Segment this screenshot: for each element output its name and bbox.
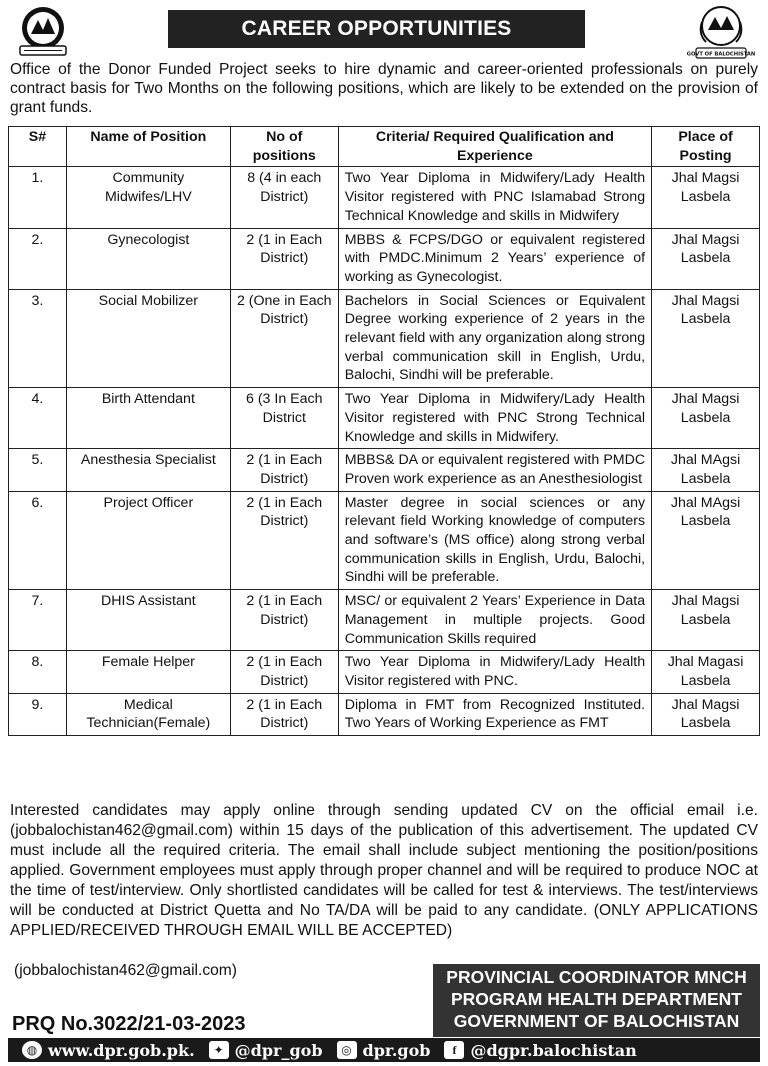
row-place: Jhal MAgsi Lasbela: [652, 491, 760, 590]
row-count: 2 (1 in Each District): [230, 693, 338, 735]
table-row: [9, 388, 760, 449]
govt-balochistan-seal-icon: [686, 4, 756, 60]
row-criteria: Two Year Diploma in Midwifery/Lady Health Visitor registered with PNC Strong Technical Knowledge and skills in Midwifery.: [338, 388, 651, 449]
facebook-handle: @dgpr.balochistan: [470, 1040, 637, 1060]
prq-number: PRQ No.3022/21-03-2023: [12, 1013, 246, 1035]
row-count: 2 (1 in Each District): [230, 590, 338, 651]
row-place: Jhal Magsi Lasbela: [652, 388, 760, 449]
row-position: Anesthesia Specialist: [66, 449, 230, 491]
row-place: Jhal Magsi Lasbela: [652, 590, 760, 651]
col-header-position: Name of Position: [66, 127, 230, 167]
instagram-icon: ◎: [337, 1041, 357, 1059]
facebook-icon: f: [444, 1041, 464, 1059]
row-position: Project Officer: [66, 491, 230, 590]
row-count: 2 (1 in Each District): [230, 449, 338, 491]
facebook-link[interactable]: [444, 1041, 636, 1060]
table-row: [9, 651, 760, 693]
row-position: Birth Attendant: [66, 388, 230, 449]
row-sno: 4.: [9, 388, 67, 449]
row-count: 6 (3 In Each District: [230, 388, 338, 449]
row-criteria: Master degree in social sciences or any relevant field Working knowledge of computers and software’s (MS office) along strong verbal communication skills in English, Urdu, Balochi, Sindhi will be preferable.: [338, 491, 651, 590]
row-count: 2 (1 in Each District): [230, 651, 338, 693]
col-header-place: Place of Posting: [652, 127, 760, 167]
row-sno: 2.: [9, 228, 67, 289]
row-place: Jhal Magsi Lasbela: [652, 228, 760, 289]
table-row: [9, 289, 760, 388]
row-place: Jhal MAgsi Lasbela: [652, 449, 760, 491]
row-count: 2 (One in Each District): [230, 289, 338, 388]
signatory-line: GOVERNMENT OF BALOCHISTAN: [453, 1011, 740, 1031]
social-footer: [8, 1038, 760, 1062]
row-position: Female Helper: [66, 651, 230, 693]
row-place: Jhal Magsi Lasbela: [652, 693, 760, 735]
row-sno: 5.: [9, 449, 67, 491]
intro-paragraph: Office of the Donor Funded Project seeks to hire dynamic and career-oriented professionals on purely contract basis for Two Months on the following positions, which are likely to be extended on the provision of grant funds.: [10, 61, 758, 116]
row-place: Jhal Magsi Lasbela: [652, 167, 760, 228]
row-position: Social Mobilizer: [66, 289, 230, 388]
col-header-criteria: Criteria/ Required Qualification and Experience: [338, 127, 651, 167]
website-text: www.dpr.gob.pk.: [48, 1040, 195, 1060]
positions-table: [8, 126, 760, 736]
table-row: [9, 693, 760, 735]
row-place: Jhal Magasi Lasbela: [652, 651, 760, 693]
row-criteria: Two Year Diploma in Midwifery/Lady Health Visitor registered with PNC.: [338, 651, 651, 693]
row-sno: 6.: [9, 491, 67, 590]
row-sno: 8.: [9, 651, 67, 693]
dpr-logo-icon: [14, 4, 72, 60]
website-link[interactable]: [22, 1041, 195, 1060]
row-criteria: MBBS& DA or equivalent registered with PMDC Proven work experience as an Anesthesiologist: [338, 449, 651, 491]
signatory-line: PROGRAM HEALTH DEPARTMENT: [450, 989, 742, 1009]
row-sno: 3.: [9, 289, 67, 388]
row-criteria: MSC/ or equivalent 2 Years’ Experience in Data Management in multiple projects. Good Communication Skills required: [338, 590, 651, 651]
row-position: Gynecologist: [66, 228, 230, 289]
row-sno: 1.: [9, 167, 67, 228]
col-header-count: No of positions: [230, 127, 338, 167]
table-row: [9, 590, 760, 651]
table-header-row: [9, 127, 760, 167]
row-count: 2 (1 in Each District): [230, 491, 338, 590]
row-position: Medical Technician(Female): [66, 693, 230, 735]
seal-text: GOVT OF BALOCHISTAN: [686, 51, 756, 58]
row-position: DHIS Assistant: [66, 590, 230, 651]
signatory-line: PROVINCIAL COORDINATOR MNCH: [446, 967, 747, 987]
col-header-sno: S#: [9, 127, 67, 167]
row-position: Community Midwifes/LHV: [66, 167, 230, 228]
row-criteria: Diploma in FMT from Recognized Instituted. Two Years of Working Experience as FMT: [338, 693, 651, 735]
row-criteria: Bachelors in Social Sciences or Equivalent Degree working experience of 2 years in the relevant field with any organization along strong verbal communication skill in English, Urdu, Balochi, Sindhi will be preferable.: [338, 289, 651, 388]
page-title: CAREER OPPORTUNITIES: [168, 10, 585, 48]
contact-email[interactable]: (jobbalochistan462@gmail.com): [14, 962, 237, 979]
row-criteria: Two Year Diploma in Midwifery/Lady Health Visitor registered with PNC Islamabad Strong Technical Knowledge and skills in Midwifery: [338, 167, 651, 228]
row-criteria: MBBS & FCPS/DGO or equivalent registered with PMDC.Minimum 2 Years’ experience of working as Gynecologist.: [338, 228, 651, 289]
row-place: Jhal Magsi Lasbela: [652, 289, 760, 388]
twitter-link[interactable]: [209, 1041, 323, 1060]
row-sno: 9.: [9, 693, 67, 735]
table-row: [9, 228, 760, 289]
table-row: [9, 167, 760, 228]
twitter-icon: ✦: [209, 1041, 229, 1059]
signatory-block: [433, 964, 760, 1037]
row-count: 8 (4 in each District): [230, 167, 338, 228]
instagram-link[interactable]: [337, 1041, 431, 1060]
table-row: [9, 491, 760, 590]
row-count: 2 (1 in Each District): [230, 228, 338, 289]
twitter-handle: @dpr_gob: [234, 1040, 323, 1060]
instagram-handle: dpr.gob: [362, 1040, 431, 1060]
table-row: [9, 449, 760, 491]
application-instructions: Interested candidates may apply online through sending updated CV on the official email i.e. (jobbalochistan462@gmail.com) within 15 days of the publication of this advertisement. The updated CV must include all the required criteria. The email shall include subject mentioning the position/positions applied. Government employees must apply through proper channel and will be required to produce NOC at the time of test/interview. Only shortlisted candidates will be called for test & interviews. The test/interviews will be conducted at District Quetta and No TA/DA will be paid to any candidate. (ONLY APPLICATIONS APPLIED/RECEIVED THROUGH EMAIL WILL BE ACCEPTED): [10, 802, 758, 939]
row-sno: 7.: [9, 590, 67, 651]
globe-icon: ◍: [22, 1041, 42, 1059]
